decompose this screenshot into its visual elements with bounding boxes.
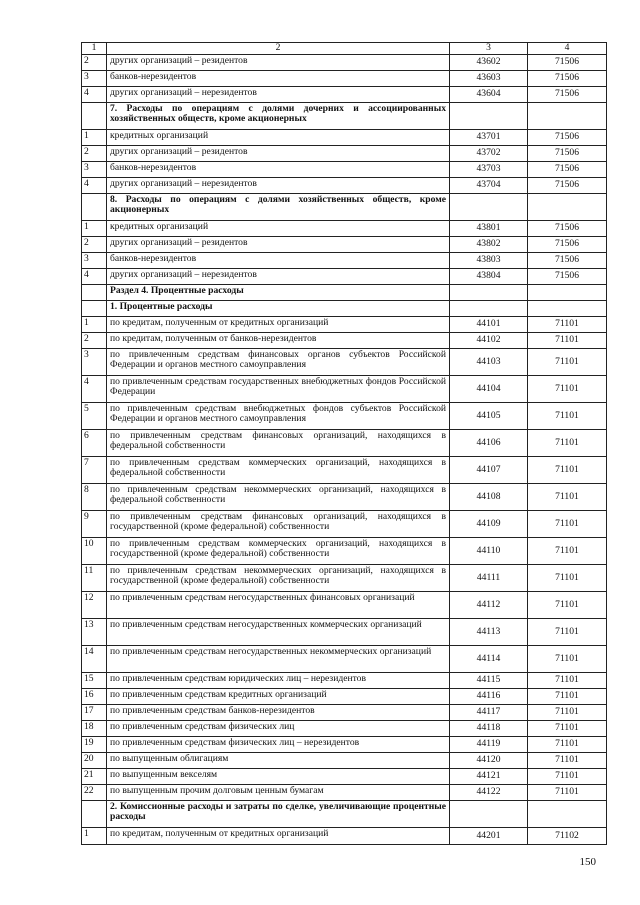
- symbol-code: 71506: [528, 86, 607, 102]
- row-description: кредитных организаций: [107, 220, 450, 236]
- table-row: [82, 564, 607, 591]
- account-code: 43703: [450, 161, 528, 177]
- account-code: 44116: [450, 688, 528, 704]
- row-number: 21: [82, 768, 107, 784]
- account-code: 43702: [450, 145, 528, 161]
- accounts-table: [81, 42, 607, 845]
- symbol-code: 71101: [528, 316, 607, 332]
- row-description: по привлеченным средствам государственных внебюджетных фондов Российской Федерации: [107, 375, 450, 402]
- table-row: [82, 316, 607, 332]
- symbol-code: 71101: [528, 645, 607, 672]
- row-description: по выпущенным векселям: [107, 768, 450, 784]
- row-number: 9: [82, 510, 107, 537]
- account-code: 44109: [450, 510, 528, 537]
- row-description: банков-нерезидентов: [107, 161, 450, 177]
- table-row: [82, 252, 607, 268]
- table-row: [82, 827, 607, 844]
- row-number: 2: [82, 54, 107, 70]
- symbol-code: 71101: [528, 672, 607, 688]
- row-number: 1: [82, 827, 107, 844]
- row-number: 18: [82, 720, 107, 736]
- account-code: 43704: [450, 177, 528, 193]
- account-code: 44113: [450, 618, 528, 645]
- accounts-table-body: [82, 43, 607, 845]
- account-code: 44102: [450, 332, 528, 348]
- symbol-code: [528, 800, 607, 827]
- table-row: [82, 220, 607, 236]
- symbol-code: [528, 284, 607, 300]
- header-col-3: 3: [450, 43, 528, 55]
- row-description: других организаций – нерезидентов: [107, 86, 450, 102]
- symbol-code: 71101: [528, 510, 607, 537]
- table-row: [82, 402, 607, 429]
- table-row: [82, 236, 607, 252]
- row-number: 1: [82, 220, 107, 236]
- symbol-code: 71102: [528, 827, 607, 844]
- table-row: [82, 375, 607, 402]
- row-number: 3: [82, 161, 107, 177]
- row-description: по привлеченным средствам физических лиц – нерезидентов: [107, 736, 450, 752]
- symbol-code: 71101: [528, 688, 607, 704]
- account-code: 44111: [450, 564, 528, 591]
- row-description: по привлеченным средствам внебюджетных фондов субъектов Российской Федерации и органов местного самоуправления: [107, 402, 450, 429]
- account-code: 44118: [450, 720, 528, 736]
- row-description: других организаций – резидентов: [107, 236, 450, 252]
- symbol-code: 71101: [528, 720, 607, 736]
- header-col-2: 2: [107, 43, 450, 55]
- row-number: [82, 300, 107, 316]
- account-code: 44201: [450, 827, 528, 844]
- symbol-code: [528, 193, 607, 220]
- row-number: 1: [82, 129, 107, 145]
- symbol-code: 71101: [528, 768, 607, 784]
- row-number: 2: [82, 236, 107, 252]
- row-number: 15: [82, 672, 107, 688]
- account-code: 44122: [450, 784, 528, 800]
- account-code: 44105: [450, 402, 528, 429]
- symbol-code: 71506: [528, 70, 607, 86]
- row-description: по привлеченным средствам коммерческих организаций, находящихся в федеральной собственности: [107, 456, 450, 483]
- row-number: 3: [82, 252, 107, 268]
- symbol-code: 71506: [528, 161, 607, 177]
- row-description: по привлеченным средствам негосударственных коммерческих организаций: [107, 618, 450, 645]
- row-number: 20: [82, 752, 107, 768]
- symbol-code: 71506: [528, 129, 607, 145]
- account-code: 44104: [450, 375, 528, 402]
- symbol-code: 71506: [528, 54, 607, 70]
- account-code: 44120: [450, 752, 528, 768]
- section-heading-row: [82, 300, 607, 316]
- row-number: 5: [82, 402, 107, 429]
- row-number: 4: [82, 86, 107, 102]
- table-row: [82, 768, 607, 784]
- row-number: 19: [82, 736, 107, 752]
- symbol-code: 71101: [528, 784, 607, 800]
- symbol-code: 71506: [528, 220, 607, 236]
- table-row: [82, 704, 607, 720]
- symbol-code: 71101: [528, 456, 607, 483]
- account-code: 43804: [450, 268, 528, 284]
- row-description: по кредитам, полученным от банков-нерезидентов: [107, 332, 450, 348]
- account-code: 44115: [450, 672, 528, 688]
- table-row: [82, 537, 607, 564]
- symbol-code: 71101: [528, 618, 607, 645]
- table-row: [82, 161, 607, 177]
- symbol-code: 71101: [528, 375, 607, 402]
- table-row: [82, 348, 607, 375]
- section-heading: 7. Расходы по операциям с долями дочерних и ассоциированных хозяйственных обществ, кроме акционерных: [107, 102, 450, 129]
- row-description: по выпущенным прочим долговым ценным бумагам: [107, 784, 450, 800]
- account-code: 44101: [450, 316, 528, 332]
- row-description: по привлеченным средствам финансовых органов субъектов Российской Федерации и органов местного самоуправления: [107, 348, 450, 375]
- account-code: 44114: [450, 645, 528, 672]
- symbol-code: 71101: [528, 591, 607, 618]
- row-description: банков-нерезидентов: [107, 252, 450, 268]
- account-code: 44108: [450, 483, 528, 510]
- row-number: 17: [82, 704, 107, 720]
- header-col-1: 1: [82, 43, 107, 55]
- row-description: по привлеченным средствам некоммерческих организаций, находящихся в федеральной собственности: [107, 483, 450, 510]
- row-description: по привлеченным средствам коммерческих организаций, находящихся в государственной (кроме федеральной) собственности: [107, 537, 450, 564]
- account-code: 43603: [450, 70, 528, 86]
- section-heading-row: [82, 284, 607, 300]
- symbol-code: 71101: [528, 564, 607, 591]
- table-row: [82, 332, 607, 348]
- table-row: [82, 268, 607, 284]
- table-row: [82, 54, 607, 70]
- account-code: 44106: [450, 429, 528, 456]
- row-number: 2: [82, 332, 107, 348]
- row-number: 16: [82, 688, 107, 704]
- row-description: банков-нерезидентов: [107, 70, 450, 86]
- table-row: [82, 645, 607, 672]
- symbol-code: [528, 300, 607, 316]
- account-code: 44117: [450, 704, 528, 720]
- symbol-code: 71101: [528, 429, 607, 456]
- table-row: [82, 591, 607, 618]
- page-number: 150: [579, 856, 596, 868]
- row-number: 2: [82, 145, 107, 161]
- row-number: 4: [82, 177, 107, 193]
- row-number: 3: [82, 348, 107, 375]
- row-description: по привлеченным средствам финансовых организаций, находящихся в государственной (кроме федеральной) собственности: [107, 510, 450, 537]
- account-code: 43701: [450, 129, 528, 145]
- account-code: [450, 800, 528, 827]
- row-description: по привлеченным средствам юридических лиц – нерезидентов: [107, 672, 450, 688]
- header-col-4: 4: [528, 43, 607, 55]
- table-row: [82, 618, 607, 645]
- account-code: [450, 102, 528, 129]
- section-heading-row: [82, 102, 607, 129]
- row-description: по выпущенным облигациям: [107, 752, 450, 768]
- row-number: 13: [82, 618, 107, 645]
- account-code: 44103: [450, 348, 528, 375]
- row-description: по привлеченным средствам негосударственных некоммерческих организаций: [107, 645, 450, 672]
- section-heading: Раздел 4. Процентные расходы: [107, 284, 450, 300]
- symbol-code: 71506: [528, 236, 607, 252]
- table-row: [82, 688, 607, 704]
- account-code: 43802: [450, 236, 528, 252]
- table-row: [82, 456, 607, 483]
- symbol-code: 71101: [528, 537, 607, 564]
- table-row: [82, 736, 607, 752]
- symbol-code: 71101: [528, 752, 607, 768]
- table-row: [82, 129, 607, 145]
- account-code: 44110: [450, 537, 528, 564]
- section-heading: 1. Процентные расходы: [107, 300, 450, 316]
- row-description: по кредитам, полученным от кредитных организаций: [107, 827, 450, 844]
- table-row: [82, 510, 607, 537]
- table-row: [82, 784, 607, 800]
- symbol-code: 71101: [528, 402, 607, 429]
- table-row: [82, 177, 607, 193]
- account-code: 43801: [450, 220, 528, 236]
- row-number: [82, 102, 107, 129]
- row-description: других организаций – резидентов: [107, 145, 450, 161]
- account-code: 44112: [450, 591, 528, 618]
- table-row: [82, 86, 607, 102]
- account-code: [450, 193, 528, 220]
- row-description: других организаций – нерезидентов: [107, 177, 450, 193]
- section-heading: 8. Расходы по операциям с долями хозяйственных обществ, кроме акционерных: [107, 193, 450, 220]
- row-description: других организаций – нерезидентов: [107, 268, 450, 284]
- row-number: [82, 800, 107, 827]
- row-description: кредитных организаций: [107, 129, 450, 145]
- row-description: по кредитам, полученным от кредитных организаций: [107, 316, 450, 332]
- account-code: 44121: [450, 768, 528, 784]
- symbol-code: 71101: [528, 704, 607, 720]
- table-row: [82, 720, 607, 736]
- row-description: по привлеченным средствам физических лиц: [107, 720, 450, 736]
- table-header-row: [82, 43, 607, 55]
- row-number: 12: [82, 591, 107, 618]
- row-description: по привлеченным средствам негосударственных финансовых организаций: [107, 591, 450, 618]
- row-number: 14: [82, 645, 107, 672]
- table-row: [82, 672, 607, 688]
- symbol-code: 71101: [528, 332, 607, 348]
- account-code: 43604: [450, 86, 528, 102]
- table-row: [82, 70, 607, 86]
- row-description: других организаций – резидентов: [107, 54, 450, 70]
- account-code: [450, 284, 528, 300]
- table-row: [82, 145, 607, 161]
- row-number: 10: [82, 537, 107, 564]
- row-number: 3: [82, 70, 107, 86]
- symbol-code: 71101: [528, 483, 607, 510]
- row-number: 1: [82, 316, 107, 332]
- symbol-code: 71101: [528, 736, 607, 752]
- symbol-code: 71101: [528, 348, 607, 375]
- row-number: 7: [82, 456, 107, 483]
- row-number: 4: [82, 268, 107, 284]
- row-number: [82, 193, 107, 220]
- table-row: [82, 429, 607, 456]
- symbol-code: 71506: [528, 177, 607, 193]
- symbol-code: 71506: [528, 252, 607, 268]
- row-number: 8: [82, 483, 107, 510]
- account-code: 44107: [450, 456, 528, 483]
- row-number: 11: [82, 564, 107, 591]
- account-code: [450, 300, 528, 316]
- account-code: 43602: [450, 54, 528, 70]
- row-number: 22: [82, 784, 107, 800]
- section-heading-row: [82, 800, 607, 827]
- symbol-code: [528, 102, 607, 129]
- row-number: [82, 284, 107, 300]
- section-heading-row: [82, 193, 607, 220]
- row-number: 4: [82, 375, 107, 402]
- row-number: 6: [82, 429, 107, 456]
- table-row: [82, 483, 607, 510]
- row-description: по привлеченным средствам финансовых организаций, находящихся в федеральной собственности: [107, 429, 450, 456]
- account-code: 44119: [450, 736, 528, 752]
- symbol-code: 71506: [528, 268, 607, 284]
- row-description: по привлеченным средствам банков-нерезидентов: [107, 704, 450, 720]
- row-description: по привлеченным средствам некоммерческих организаций, находящихся в государственной (кроме федеральной) собственности: [107, 564, 450, 591]
- account-code: 43803: [450, 252, 528, 268]
- section-heading: 2. Комиссионные расходы и затраты по сделке, увеличивающие процентные расходы: [107, 800, 450, 827]
- row-description: по привлеченным средствам кредитных организаций: [107, 688, 450, 704]
- symbol-code: 71506: [528, 145, 607, 161]
- table-row: [82, 752, 607, 768]
